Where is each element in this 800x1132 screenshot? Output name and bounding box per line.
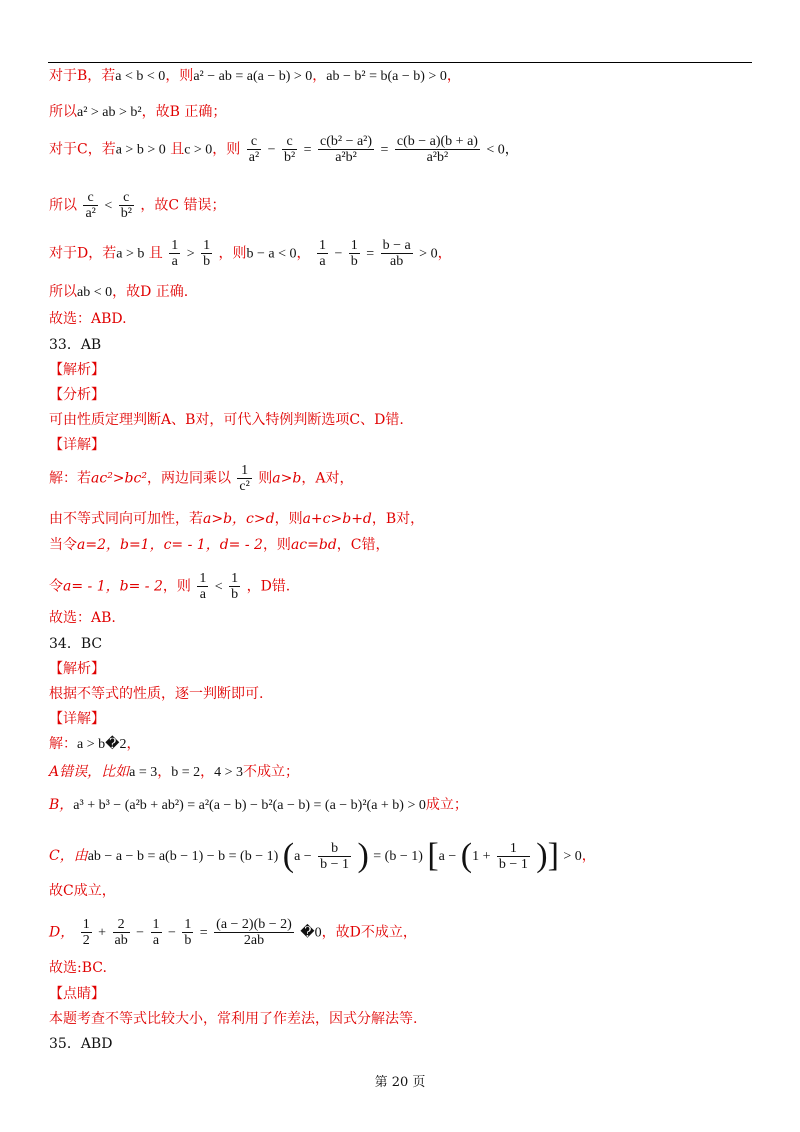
line-option-b-conclusion: 所以a² > ab > b²，故B 正确； — [49, 104, 227, 120]
line-option-d: 对于D，若a > b 且 $\frac{1}{a}$ > $\frac{1}{b}$ ，则b − a < 0， $\frac{1}{a}$ − $\frac{1}{b}$ = $\frac{b - a}{ab}$ > 0， — [49, 238, 452, 269]
fraction: $\frac{1}{\text{c²}}$ — [239, 463, 250, 494]
fraction: $\frac{b - a}{ab}$ — [382, 238, 411, 269]
question-34-heading: 34．BC — [49, 636, 103, 652]
solution34-line-3: B，a³ + b³ − (a²b + ab²) = a²(a − b) − b²(a − b) = (a − b)²(a + b) > 0成立； — [49, 797, 468, 813]
solution34-line-1: 解：a > b�2， — [49, 736, 141, 752]
header-rule — [48, 62, 752, 63]
line-option-c-conclusion: 所以 $\frac{c}{\text{a²}}$ < $\frac{c}{\text{b²}}$ ，故C 错误； — [49, 190, 226, 221]
fraction: $\frac{c}{\text{b²}}$ — [120, 190, 132, 221]
solution34-line-6: D， $\frac{1}{2}$ + $\frac{2}{ab}$ − $\frac{1}{a}$ − $\frac{1}{b}$ = $\frac{(a - 2)(b - 2)}{2ab}$ �0，故D不成立， — [49, 917, 417, 948]
fraction: $\frac{1}{a}$ — [152, 917, 160, 948]
page-number: 第 20 页 — [374, 1075, 426, 1090]
analysis-text-34: 根据不等式的性质，逐一判断即可. — [49, 686, 264, 702]
fraction: $\frac{1}{a}$ — [171, 238, 179, 269]
solution34-line-2: A错误，比如a = 3，b = 2，4 > 3不成立； — [49, 764, 300, 780]
solution-line-2: 由不等式同向可加性，若a>b，c>d，则a+c>b+d，B对， — [49, 511, 425, 527]
fraction: $\frac{b}{b - 1}$ — [320, 840, 350, 872]
fraction: $\frac{c}{\text{a²}}$ — [248, 134, 260, 165]
answer-34: 故选:BC. — [49, 960, 107, 976]
section-jiexi: 【解析】 — [49, 362, 105, 378]
solution34-line-5: 故C成立， — [49, 883, 116, 899]
fraction: $\frac{c}{\text{a²}}$ — [85, 190, 96, 221]
fraction: $\frac{1}{b}$ — [231, 571, 239, 602]
solution-line-1: 解：若ac²>bc²，两边同乘以 $\frac{1}{\text{c²}}$ 则a>b，A对， — [49, 463, 354, 494]
analysis-text: 可由性质定理判断A、B对，可代入特例判断选项C、D错. — [49, 412, 404, 428]
fraction: $\frac{1}{b}$ — [350, 238, 358, 269]
question-35-heading: 35．ABD — [49, 1036, 113, 1052]
fraction: $\frac{1}{b}$ — [203, 238, 211, 269]
fraction: $\frac{2}{ab}$ — [114, 917, 128, 948]
section-dianjing: 【点睛】 — [49, 986, 105, 1002]
fraction: $\frac{(a - 2)(b - 2)}{2ab}$ — [216, 917, 292, 948]
fraction: $\frac{c(b - a)(b + a)}{\text{a²b²}}$ — [396, 134, 478, 165]
line-option-d-conclusion: 所以ab < 0，故D 正确. — [49, 284, 189, 300]
fraction: $\frac{1}{a}$ — [318, 238, 326, 269]
line-option-c: 对于C，若a > b > 0 且c > 0，则 $\frac{c}{\text{a²}}$ − $\frac{c}{\text{b²}}$ = $\frac{\text{c(b² − a²)}}{\text{a²b²}}$ = $\frac{c(b - a)(b + a)}{\text{a²b²}}$ < 0， — [49, 134, 519, 165]
line-option-b: 对于B，若a < b < 0，则a² − ab = a(a − b) > 0，ab − b² = b(a − b) > 0， — [49, 68, 461, 84]
question-33-heading: 33．AB — [49, 337, 102, 353]
solution-line-3: 当令a=2，b=1，c= - 1，d= - 2，则ac=bd，C错， — [49, 537, 390, 553]
fraction: $\frac{\text{c(b² − a²)}}{\text{a²b²}}$ — [320, 134, 373, 165]
fraction: $\frac{1}{2}$ — [82, 917, 90, 948]
solution34-line-4: C，由ab − a − b = a(b − 1) − b = (b − 1) (a − $\frac{b}{b - 1}$ ) = (b − 1) [a − (1 + $\frac{1}{b - 1}$ )] > 0， — [49, 837, 596, 874]
fraction: $\frac{1}{b - 1}$ — [498, 840, 528, 872]
fraction: $\frac{1}{b}$ — [184, 917, 192, 948]
fraction: $\frac{c}{\text{b²}}$ — [283, 134, 296, 165]
remark-text: 本题考查不等式比较大小，常利用了作差法，因式分解法等. — [49, 1011, 418, 1027]
section-fenxi: 【分析】 — [49, 387, 105, 403]
solution-line-4: 令a= - 1，b= - 2，则 $\frac{1}{a}$ < $\frac{1}{b}$ ，D错. — [49, 571, 291, 602]
section-xiangjie: 【详解】 — [49, 437, 105, 453]
section-jiexi-34: 【解析】 — [49, 661, 105, 677]
answer-33: 故选：AB. — [49, 610, 116, 626]
fraction: $\frac{1}{a}$ — [199, 571, 207, 602]
section-xiangjie-34: 【详解】 — [49, 711, 105, 727]
answer-32: 故选：ABD. — [49, 311, 127, 327]
